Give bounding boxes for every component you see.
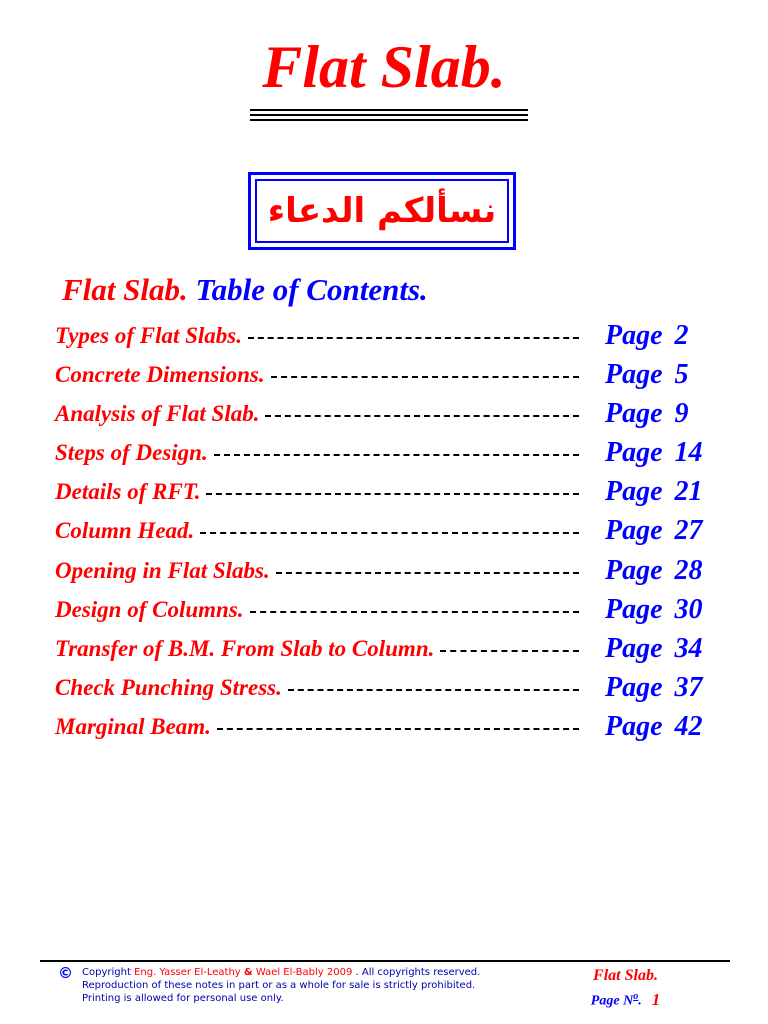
footer-copyright [82,966,480,1005]
ampersand: & [243,967,253,978]
footer-right [578,966,673,1013]
title-rule-middle [250,114,528,116]
toc-page-number: 34 [674,632,703,664]
page-label-sup: o [633,991,639,1002]
toc-leader [214,454,579,456]
toc-leader [288,689,579,691]
toc-label: Transfer of B.M. From Slab to Column. [55,635,435,661]
toc-label: Types of Flat Slabs. [55,323,242,348]
toc-page-number: 9 [674,398,689,430]
toc-heading-label: Table of Contents. [195,272,428,307]
toc-row [55,513,735,552]
toc-leader [217,728,579,730]
toc-page-number: 42 [674,710,703,742]
toc-page-word: Page [605,437,663,469]
toc-entry [55,359,579,391]
toc-page-number: 28 [674,554,703,586]
footer-line-1 [82,966,480,979]
toc-label: Column Head. [55,518,195,544]
toc-leader [265,415,579,417]
toc-list [55,318,735,748]
footer-line-2: Reproduction of these notes in part or as a whole for sale is strictly prohibited. [82,980,476,991]
toc-row [55,318,735,357]
toc-page-word: Page [605,632,663,664]
toc-page-ref [605,318,689,354]
toc-row [55,357,735,396]
footer-line-3: Printing is allowed for personal use only. [82,993,284,1004]
toc-page-number: 30 [674,593,703,625]
toc-leader [250,611,579,613]
toc-page-word: Page [605,359,663,391]
toc-page-word: Page [605,515,663,547]
toc-row [55,396,735,435]
toc-entry [55,672,579,704]
toc-page-number: 27 [674,515,703,547]
toc-row [55,631,735,670]
footer-doc-title: Flat Slab. [593,967,658,984]
toc-entry [55,711,579,743]
toc-page-word: Page [605,398,663,430]
toc-entry [55,594,579,626]
toc-page-ref [605,631,703,667]
toc-leader [206,493,579,495]
toc-page-number: 21 [674,476,703,508]
toc-page-ref [605,709,703,745]
toc-page-ref [605,553,703,589]
copyright-prefix: Copyright [82,967,131,978]
toc-page-ref [605,592,703,628]
toc-page-ref [605,396,689,432]
toc-leader [248,337,579,339]
toc-page-number: 14 [674,437,703,469]
toc-entry [55,476,579,508]
toc-page-ref [605,435,703,471]
toc-entry [55,437,579,469]
toc-page-number: 37 [674,671,703,703]
toc-label: Design of Columns. [55,596,244,622]
toc-page-word: Page [605,593,663,625]
toc-entry [55,555,579,587]
toc-label: Marginal Beam. [55,713,211,739]
toc-page-ref [605,513,703,549]
toc-row [55,709,735,748]
arabic-text: نسألكم الدعاء [267,191,497,231]
toc-page-ref [605,670,703,706]
toc-entry [55,320,579,352]
toc-leader [276,572,579,574]
toc-label: Details of RFT. [55,479,201,505]
toc-page-word: Page [605,320,663,351]
toc-leader [200,532,579,534]
toc-label: Opening in Flat Slabs. [55,557,270,583]
page-number: 1 [651,989,661,1009]
toc-label: Steps of Design. [55,440,208,466]
toc-leader [271,376,579,378]
document-title: Flat Slab. [262,34,506,100]
title-rule-bottom [250,119,528,121]
author-1: Eng. Yasser El-Leathy [134,967,241,978]
toc-page-word: Page [605,671,663,703]
toc-label: Analysis of Flat Slab. [55,401,260,427]
toc-label: Concrete Dimensions. [55,362,265,388]
page-label: Page N [590,993,634,1009]
toc-page-word: Page [605,554,663,586]
toc-page-ref [605,357,689,393]
toc-page-word: Page [605,476,663,508]
toc-row [55,592,735,631]
toc-heading [62,270,428,310]
footer-page-number [578,986,673,1013]
toc-page-ref [605,474,703,510]
toc-page-number: 2 [674,320,689,351]
toc-entry [55,398,579,430]
toc-entry [55,633,579,665]
toc-label: Check Punching Stress. [55,674,282,700]
toc-row [55,670,735,709]
rights-text: . All copyrights reserved. [355,967,481,978]
toc-entry [55,515,579,547]
toc-row [55,553,735,592]
toc-row [55,474,735,513]
title-rule-top [250,109,528,111]
toc-page-word: Page [605,710,663,742]
toc-heading-doc: Flat Slab. [62,272,188,307]
toc-leader [440,650,579,652]
page-label-dot: . [638,993,642,1009]
author-2: Wael El-Bably 2009 [255,967,353,978]
copyright-icon: © [58,964,73,982]
toc-row [55,435,735,474]
arabic-box [248,172,516,250]
footer-rule [40,960,730,962]
toc-page-number: 5 [674,359,689,391]
